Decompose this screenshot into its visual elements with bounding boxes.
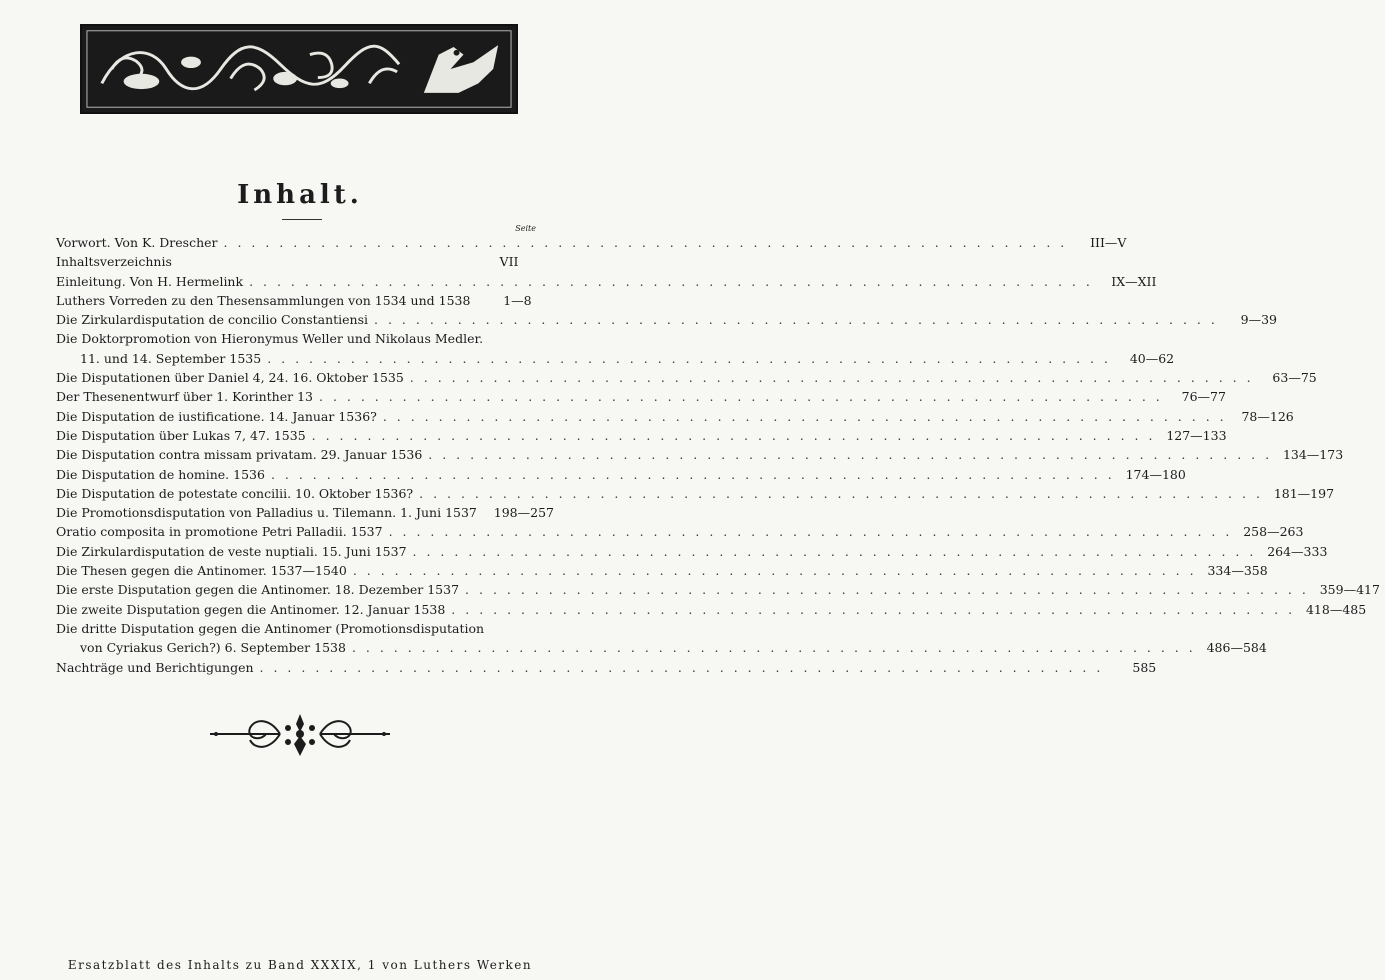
toc-entry	[56, 601, 1367, 621]
toc-entry-pages: 334—358	[1207, 563, 1268, 579]
toc-entry	[56, 273, 1157, 293]
toc-entry-pages: 585	[1132, 659, 1157, 675]
toc-entry-pages: 258—263	[1243, 524, 1304, 540]
toc-entry	[56, 293, 544, 312]
leader-dots	[383, 409, 1227, 424]
leader-dots	[312, 428, 1156, 443]
page-column-label: Seite	[515, 224, 536, 233]
toc-entry-label: Die erste Disputation gegen die Antinomer. 18. Dezember 1537	[56, 582, 460, 598]
toc-entry-label: Die Doktorpromotion von Hieronymus Weller und Nikolaus Medler.	[56, 331, 484, 347]
leader-dots	[267, 351, 1111, 366]
bottom-ornament	[200, 710, 400, 758]
leader-dots	[224, 235, 1068, 250]
toc-entry-pages: 486—584	[1206, 640, 1267, 656]
leader-dots	[353, 563, 1197, 578]
toc-entry	[56, 254, 544, 273]
toc-entry	[56, 543, 1328, 563]
toc-entry-pages: 78—126	[1241, 408, 1294, 424]
toc-entry-label: Die Disputation über Lukas 7, 47. 1535	[56, 427, 306, 443]
toc-entry-label: Oratio composita in promotione Petri Palladii. 1537	[56, 524, 383, 540]
leader-dots	[271, 467, 1115, 482]
page-title: Inhalt.	[237, 180, 363, 210]
leader-dots	[389, 524, 1233, 539]
toc-entry-label: Inhaltsverzeichnis	[56, 254, 172, 270]
toc-entry-label: Die dritte Disputation gegen die Antinomer (Promotionsdisputation	[56, 620, 485, 636]
toc-entry-label: Die Disputationen über Daniel 4, 24. 16. Oktober 1535	[56, 370, 404, 386]
toc-entry-pages: 127—133	[1166, 427, 1227, 443]
toc-entry-label: Luthers Vorreden zu den Thesensammlungen von 1534 und 1538	[56, 292, 471, 308]
toc-entry	[56, 485, 1335, 505]
toc-entry	[56, 427, 1227, 447]
leader-dots	[319, 389, 1163, 404]
toc-entry-pages: 181—197	[1273, 485, 1335, 501]
toc-entry-label: Die Promotionsdisputation von Palladius u. Tilemann. 1. Juni 1537	[56, 505, 477, 521]
toc-entry-pages: 40—62	[1129, 350, 1175, 366]
toc-entry-label: 11. und 14. September 1535	[80, 350, 262, 366]
toc-entry	[56, 640, 1267, 659]
toc-entry	[56, 370, 1317, 389]
toc-entry-label: von Cyriakus Gerich?) 6. September 1538	[80, 640, 346, 656]
toc-entry-label: Einleitung. Von H. Hermelink	[56, 273, 244, 289]
toc-entry-label: Die Disputation contra missam privatam. 29. Januar 1536	[56, 447, 423, 463]
leader-dots	[419, 486, 1263, 501]
leader-dots	[410, 370, 1254, 385]
toc-list	[56, 235, 1380, 679]
toc-entry	[56, 563, 1268, 582]
toc-entry-label: Die Disputation de iustificatione. 14. Januar 1536?	[56, 408, 377, 424]
toc-entry	[56, 505, 554, 524]
title-divider	[282, 219, 322, 220]
toc-entry-label: Vorwort. Von K. Drescher	[56, 235, 218, 250]
toc-entry	[56, 466, 1186, 486]
leader-dots	[451, 602, 1295, 617]
toc-entry-pages: 198—257	[493, 505, 554, 521]
leader-dots	[374, 312, 1218, 327]
toc-entry-pages: 359—417	[1319, 582, 1380, 598]
toc-entry	[56, 659, 1157, 679]
fleuron-icon	[200, 710, 400, 758]
toc-entry-pages: 9—39	[1240, 312, 1277, 328]
toc-entry	[56, 350, 1175, 370]
toc-entry-pages: 134—173	[1282, 447, 1344, 463]
toc-entry-pages: III—V	[1090, 235, 1127, 250]
toc-entry-label: Die Thesen gegen die Antinomer. 1537—1540	[56, 563, 347, 579]
toc-entry-label: Nachträge und Berichtigungen	[56, 659, 254, 675]
leader-dots	[465, 582, 1309, 597]
toc-entry-pages: IX—XII	[1111, 273, 1157, 289]
leader-dots	[249, 274, 1093, 289]
toc-entry	[56, 389, 1226, 408]
decorative-header-ornament	[80, 24, 518, 114]
toc-entry-label: Der Thesenentwurf über 1. Korinther 13	[56, 389, 313, 405]
leader-dots	[352, 640, 1196, 655]
toc-entry-pages: 76—77	[1181, 389, 1226, 405]
leader-dots	[428, 447, 1272, 462]
page-footer: Ersatzblatt des Inhalts zu Band XXXIX, 1 von Luthers Werken	[67, 958, 533, 972]
toc-entry-label: Die Zirkulardisputation de concilio Constantiensi	[56, 312, 369, 328]
toc-entry-label: Die zweite Disputation gegen die Antinomer. 12. Januar 1538	[56, 601, 446, 617]
toc-entry	[56, 331, 544, 350]
toc-entry-pages: VII	[499, 254, 519, 270]
toc-entry-label: Die Disputation de homine. 1536	[56, 466, 265, 482]
leader-dots	[413, 544, 1257, 559]
toc-entry-label: Die Disputation de potestate concilii. 10. Oktober 1536?	[56, 485, 414, 501]
toc-entry	[56, 621, 544, 640]
leader-dots	[260, 660, 1104, 675]
toc-entry	[56, 582, 1380, 601]
toc-entry-pages: 174—180	[1125, 466, 1186, 482]
toc-entry	[56, 312, 1277, 331]
toc-entry	[56, 447, 1344, 466]
toc-entry	[56, 235, 1127, 254]
toc-entry-pages: 63—75	[1272, 370, 1317, 386]
toc-entry-pages: 1—8	[503, 292, 532, 308]
toc-entry-pages: 264—333	[1267, 543, 1328, 559]
ornament-scroll-icon	[82, 26, 516, 112]
toc-entry	[56, 524, 1304, 543]
toc-entry	[56, 408, 1294, 428]
toc-entry-label: Die Zirkulardisputation de veste nuptiali. 15. Juni 1537	[56, 543, 407, 559]
toc-entry-pages: 418—485	[1305, 601, 1367, 617]
